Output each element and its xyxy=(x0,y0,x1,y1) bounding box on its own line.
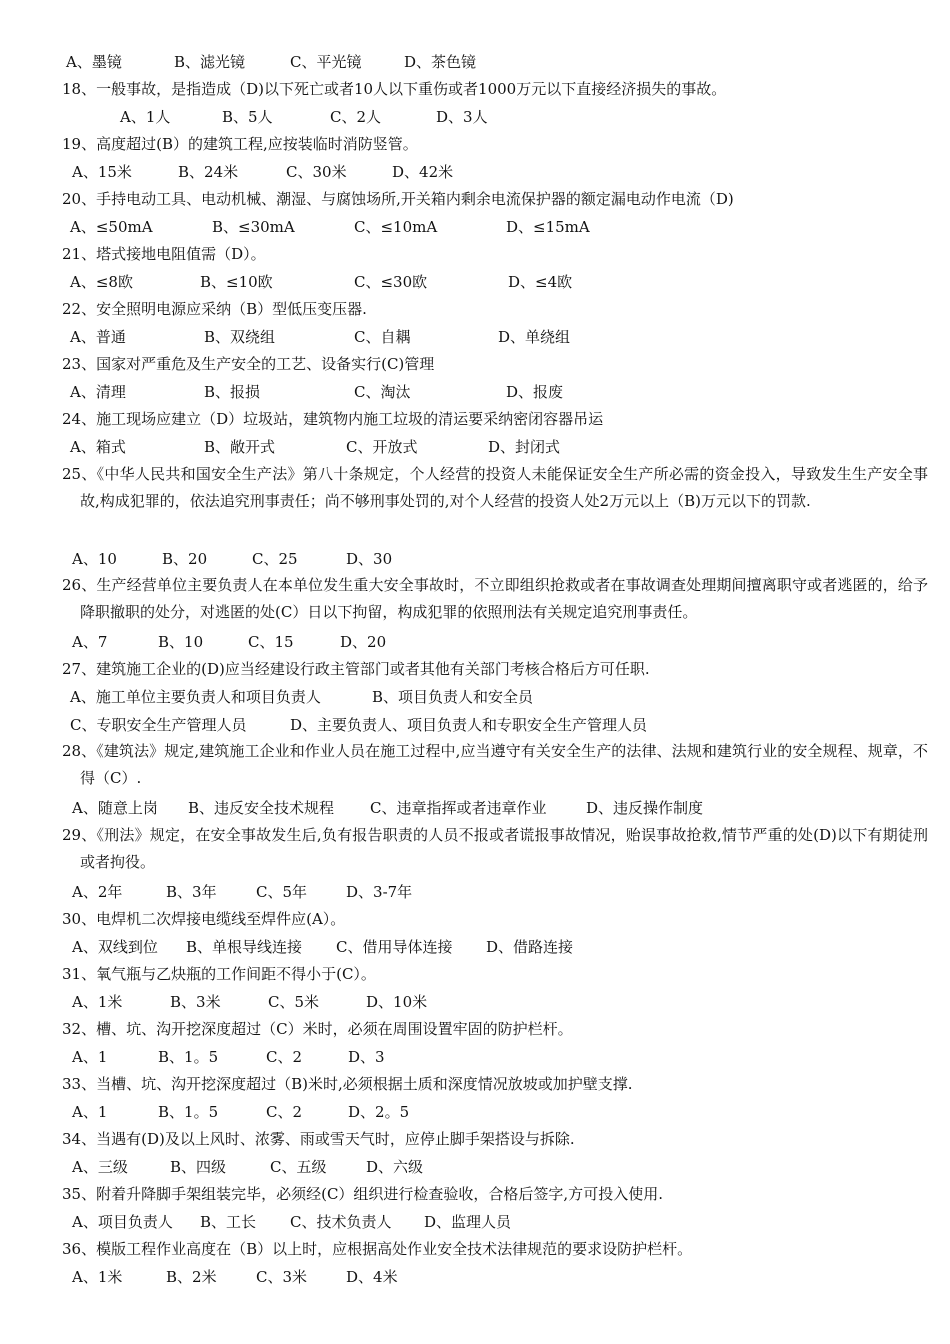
question-23: 23、国家对严重危及生产安全的工艺、设备实行(C)管理 xyxy=(62,355,435,373)
question-28: 28、《建筑法》规定,建筑施工企业和作业人员在施工过程中,应当遵守有关安全生产的法律、法规和建筑行业的安全规程、规章，不得（C）. xyxy=(62,742,928,787)
option-a: A、1人 xyxy=(120,108,171,126)
option-d: D、42米 xyxy=(392,163,454,181)
option-b: B、项目负责人和安全员 xyxy=(372,688,534,706)
option-a: A、≤50mA xyxy=(70,218,153,236)
option-d: D、≤15mA xyxy=(506,218,590,236)
question-25: 25、《中华人民共和国安全生产法》第八十条规定，个人经营的投资人未能保证安全生产所必需的资金投入，导致发生生产安全事故,构成犯罪的，依法追究刑事责任；尚不够刑事处罚的,对个人经营的投资人处2万元以上（B)万元以下的罚款. xyxy=(62,465,928,510)
question-34: 34、当遇有(D)及以上风时、浓雾、雨或雪天气时，应停止脚手架搭设与拆除. xyxy=(62,1130,575,1148)
option-b: B、3年 xyxy=(166,883,217,901)
option-c: C、违章指挥或者违章作业 xyxy=(370,799,547,817)
option-d: D、4米 xyxy=(346,1268,398,1286)
option-c: C、淘汰 xyxy=(354,383,411,401)
option-c: C、2 xyxy=(266,1048,303,1066)
option-c: C、2人 xyxy=(330,108,382,126)
option-c: C、借用导体连接 xyxy=(336,938,453,956)
option-c: C、自耦 xyxy=(354,328,411,346)
option-d: D、3-7年 xyxy=(346,883,413,901)
option-c: C、专职安全生产管理人员 xyxy=(70,716,247,734)
question-21: 21、塔式接地电阻值需（D）。 xyxy=(62,245,266,263)
option-b: B、24米 xyxy=(178,163,239,181)
option-a: A、10 xyxy=(72,550,117,568)
question-36: 36、模版工程作业高度在（B）以上时，应根据高处作业安全技术法律规范的要求设防护栏杆。 xyxy=(62,1240,693,1258)
question-30: 30、电焊机二次焊接电缆线至焊件应(A）。 xyxy=(62,910,346,928)
question-19: 19、高度超过(B）的建筑工程,应按装临时消防竖管。 xyxy=(62,135,418,153)
option-c: C、5年 xyxy=(256,883,308,901)
option-c: C、2 xyxy=(266,1103,303,1121)
question-20: 20、手持电动工具、电动机械、潮湿、与腐蚀场所,开关箱内剩余电流保护器的额定漏电动作电流（D) xyxy=(62,190,734,208)
option-b: B、单根导线连接 xyxy=(186,938,303,956)
option-a: A、1 xyxy=(72,1103,108,1121)
option-b: B、5人 xyxy=(222,108,273,126)
question-26: 26、生产经营单位主要负责人在本单位发生重大安全事故时，不立即组织抢救或者在事故调查处理期间擅离职守或者逃匿的，给予降职撤职的处分，对逃匿的处(C）日以下拘留，构成犯罪的依照刑法有关规定追究刑事责任。 xyxy=(62,576,928,621)
option-d: D、≤4欧 xyxy=(508,273,573,291)
option-b: B、双绕组 xyxy=(204,328,276,346)
option-d: D、六级 xyxy=(366,1158,424,1176)
option-a: A、7 xyxy=(72,633,108,651)
option-d: D、3人 xyxy=(436,108,488,126)
option-d: D、3 xyxy=(348,1048,385,1066)
option-a: A、双线到位 xyxy=(72,938,158,956)
option-a: A、≤8欧 xyxy=(70,273,133,291)
option-b: B、10 xyxy=(158,633,204,651)
option-b: B、报损 xyxy=(204,383,261,401)
option-c: C、3米 xyxy=(256,1268,308,1286)
option-b: B、工长 xyxy=(200,1213,257,1231)
option-c: C、≤30欧 xyxy=(354,273,428,291)
option-b: B、3米 xyxy=(170,993,221,1011)
option-d: D、封闭式 xyxy=(488,438,561,456)
option-c: C、开放式 xyxy=(346,438,418,456)
option-d: D、10米 xyxy=(366,993,428,1011)
option-a: A、15米 xyxy=(72,163,132,181)
option-a: A、1 xyxy=(72,1048,108,1066)
option-d: D、20 xyxy=(340,633,387,651)
option-a: A、普通 xyxy=(70,328,126,346)
option-b: B、≤10欧 xyxy=(200,273,273,291)
option-d: D、2。5 xyxy=(348,1103,410,1121)
option-b: B、≤30mA xyxy=(212,218,295,236)
question-24: 24、施工现场应建立（D）垃圾站，建筑物内施工垃圾的清运要采纳密闭容器吊运 xyxy=(62,410,604,428)
question-33: 33、当槽、坑、沟开挖深度超过（B)米时,必须根据土质和深度情况放坡或加护壁支撑. xyxy=(62,1075,633,1093)
option-c: C、五级 xyxy=(270,1158,327,1176)
option-a: A、墨镜 xyxy=(66,53,122,71)
option-d: D、30 xyxy=(346,550,393,568)
question-27: 27、建筑施工企业的(D)应当经建设行政主管部门或者其他有关部门考核合格后方可任职. xyxy=(62,660,650,678)
question-35: 35、附着升降脚手架组装完毕，必须经(C）组织进行检查验收，合格后签字,方可投入使用. xyxy=(62,1185,663,1203)
option-b: B、1。5 xyxy=(158,1103,219,1121)
option-b: B、20 xyxy=(162,550,208,568)
option-d: D、违反操作制度 xyxy=(586,799,704,817)
option-a: A、2年 xyxy=(72,883,123,901)
option-c: C、5米 xyxy=(268,993,320,1011)
question-18: 18、一般事故，是指造成（D)以下死亡或者10人以下重伤或者1000万元以下直接经济损失的事故。 xyxy=(62,80,727,98)
question-22: 22、安全照明电源应采纳（B）型低压变压器. xyxy=(62,300,367,318)
option-b: B、四级 xyxy=(170,1158,227,1176)
option-a: A、施工单位主要负责人和项目负责人 xyxy=(70,688,321,706)
option-d: D、借路连接 xyxy=(486,938,574,956)
option-b: B、2米 xyxy=(166,1268,217,1286)
option-d: D、报废 xyxy=(506,383,564,401)
question-31: 31、氧气瓶与乙炔瓶的工作间距不得小于(C）。 xyxy=(62,965,376,983)
option-d: D、主要负责人、项目负责人和专职安全生产管理人员 xyxy=(290,716,648,734)
option-b: B、违反安全技术规程 xyxy=(188,799,335,817)
option-d: D、茶色镜 xyxy=(404,53,477,71)
option-a: A、1米 xyxy=(72,993,123,1011)
option-c: C、30米 xyxy=(286,163,347,181)
option-b: B、1。5 xyxy=(158,1048,219,1066)
option-c: C、技术负责人 xyxy=(290,1213,392,1231)
option-c: C、≤10mA xyxy=(354,218,438,236)
option-d: D、单绕组 xyxy=(498,328,571,346)
option-a: A、随意上岗 xyxy=(72,799,158,817)
option-c: C、平光镜 xyxy=(290,53,362,71)
question-32: 32、槽、坑、沟开挖深度超过（C）米时，必须在周围设置牢固的防护栏杆。 xyxy=(62,1020,573,1038)
option-a: A、项目负责人 xyxy=(72,1213,173,1231)
option-b: B、滤光镜 xyxy=(174,53,246,71)
option-c: C、15 xyxy=(248,633,294,651)
question-29: 29、《刑法》规定，在安全事故发生后,负有报告职责的人员不报或者谎报事故情况，贻误事故抢救,情节严重的处(D)以下有期徒刑或者拘役。 xyxy=(62,826,928,871)
option-c: C、25 xyxy=(252,550,298,568)
option-b: B、敞开式 xyxy=(204,438,276,456)
option-d: D、监理人员 xyxy=(424,1213,512,1231)
option-a: A、1米 xyxy=(72,1268,123,1286)
option-a: A、清理 xyxy=(70,383,126,401)
option-a: A、三级 xyxy=(72,1158,128,1176)
option-a: A、箱式 xyxy=(70,438,126,456)
